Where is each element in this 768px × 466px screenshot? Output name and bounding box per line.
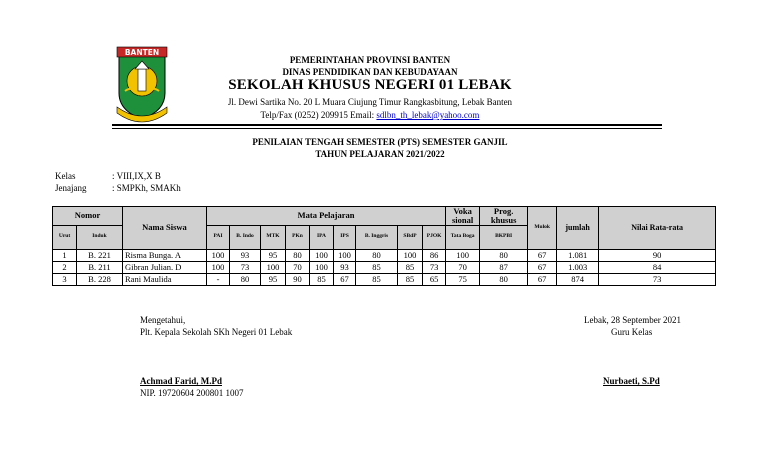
prog-sub: BKPBI: [480, 225, 528, 249]
letterhead-rule-thick: [112, 124, 662, 126]
email-link[interactable]: sdlbn_th_lebak@yahoo.com: [376, 110, 480, 120]
cell-rata: 90: [599, 249, 716, 261]
cell-nama: Gibran Julian. D: [123, 261, 207, 273]
vokasional-sub: Tata Boga: [446, 225, 480, 249]
subject-header: IPS: [334, 225, 356, 249]
cell-vokasional: 75: [446, 273, 480, 285]
cell-score: -: [207, 273, 230, 285]
cell-score: 80: [286, 249, 310, 261]
letterhead-rule-thin: [112, 128, 662, 129]
banten-crest-icon: [113, 45, 171, 125]
table-row: [53, 273, 716, 285]
cell-score: 86: [423, 249, 446, 261]
jenjang-value: : SMPKh, SMAKh: [112, 183, 181, 193]
cell-score: 85: [398, 261, 423, 273]
table-row: [53, 261, 716, 273]
cell-score: 100: [398, 249, 423, 261]
subject-header: SBdP: [398, 225, 423, 249]
cell-induk: B. 228: [77, 273, 123, 285]
subject-header: PJOK: [423, 225, 446, 249]
cell-score: 100: [310, 249, 334, 261]
col-header-mulok: Mulok: [528, 207, 557, 250]
cell-score: 90: [286, 273, 310, 285]
letterhead-province: PEMERINTAHAN PROVINSI BANTEN: [289, 55, 451, 65]
letterhead-department: DINAS PENDIDIKAN DAN KEBUDAYAAN: [282, 67, 458, 77]
contact-phone: Telp/Fax (0252) 209915 Email:: [260, 110, 377, 120]
signature-right-role: Guru Kelas: [611, 327, 653, 337]
vokasional-line2: sional: [451, 214, 474, 225]
subject-header: PAI: [207, 225, 230, 249]
cell-induk: B. 211: [77, 261, 123, 273]
col-header-urut: Urut: [53, 225, 77, 249]
cell-mulok: 67: [528, 261, 557, 273]
signature-left-role: Plt. Kepala Sekolah SKh Negeri 01 Lebak: [140, 327, 293, 337]
cell-vokasional: 70: [446, 261, 480, 273]
cell-induk: B. 221: [77, 249, 123, 261]
cell-jumlah: 1.003: [557, 261, 599, 273]
cell-score: 73: [230, 261, 261, 273]
cell-prog: 80: [480, 273, 528, 285]
cell-urut: 1: [53, 249, 77, 261]
subject-header: IPA: [310, 225, 334, 249]
cell-score: 100: [207, 261, 230, 273]
cell-rata: 73: [599, 273, 716, 285]
prog-line2: khusus: [490, 214, 517, 225]
cell-jumlah: 874: [557, 273, 599, 285]
cell-vokasional: 100: [446, 249, 480, 261]
col-header-rata: Nilai Rata-rata: [599, 207, 716, 250]
cell-urut: 3: [53, 273, 77, 285]
cell-score: 100: [261, 261, 286, 273]
cell-score: 93: [230, 249, 261, 261]
col-header-induk: Induk: [77, 225, 123, 249]
letterhead-address: Jl. Dewi Sartika No. 20 L Muara Ciujung Timur Rangkasbitung, Lebak Banten: [227, 97, 513, 107]
cell-score: 100: [334, 249, 356, 261]
cell-score: 85: [356, 273, 398, 285]
signature-right-date: Lebak, 28 September 2021: [584, 315, 681, 325]
signature-right-name: Nurbaeti, S.Pd: [603, 376, 660, 386]
col-header-nama: Nama Siswa: [123, 207, 207, 250]
cell-prog: 87: [480, 261, 528, 273]
subject-header: MTK: [261, 225, 286, 249]
col-header-jumlah: jumlah: [557, 207, 599, 250]
cell-score: 95: [261, 249, 286, 261]
col-header-prog: [480, 207, 528, 226]
cell-score: 85: [310, 273, 334, 285]
report-title: PENILAIAN TENGAH SEMESTER (PTS) SEMESTER GANJIL: [252, 137, 508, 147]
subject-header: B. Indo: [230, 225, 261, 249]
signature-left-name: Achmad Farid, M.Pd: [140, 376, 222, 386]
cell-score: 85: [398, 273, 423, 285]
cell-score: 85: [356, 261, 398, 273]
cell-score: 73: [423, 261, 446, 273]
kelas-value: : VIII,IX,X B: [112, 171, 161, 181]
subject-header: B. Inggris: [356, 225, 398, 249]
cell-mulok: 67: [528, 273, 557, 285]
cell-prog: 80: [480, 249, 528, 261]
col-header-vokasional: [446, 207, 480, 226]
cell-nama: Rani Maulida: [123, 273, 207, 285]
cell-score: 70: [286, 261, 310, 273]
letterhead-contact: [190, 110, 550, 120]
letterhead-school-name: SEKOLAH KHUSUS NEGERI 01 LEBAK: [228, 77, 512, 93]
cell-score: 65: [423, 273, 446, 285]
cell-nama: Risma Bunga. A: [123, 249, 207, 261]
cell-rata: 84: [599, 261, 716, 273]
cell-score: 93: [334, 261, 356, 273]
cell-urut: 2: [53, 261, 77, 273]
col-header-mapel: Mata Pelajaran: [207, 207, 446, 226]
cell-score: 67: [334, 273, 356, 285]
table-row: [53, 249, 716, 261]
cell-score: 80: [230, 273, 261, 285]
cell-score: 95: [261, 273, 286, 285]
subject-header: PKn: [286, 225, 310, 249]
cell-score: 80: [356, 249, 398, 261]
prog-line1: Prog.: [493, 206, 514, 216]
cell-score: 100: [310, 261, 334, 273]
cell-score: 100: [207, 249, 230, 261]
cell-mulok: 67: [528, 249, 557, 261]
vokasional-line1: Voka: [453, 206, 472, 216]
signature-left-nip: NIP. 19720604 200801 1007: [140, 388, 244, 398]
logo-text: BANTEN: [124, 48, 160, 57]
cell-jumlah: 1.081: [557, 249, 599, 261]
report-year: TAHUN PELAJARAN 2021/2022: [315, 149, 445, 159]
grades-table: [52, 206, 716, 286]
signature-left-greeting: Mengetahui,: [140, 315, 186, 325]
jenjang-label: Jenajang: [55, 183, 87, 193]
kelas-label: Kelas: [55, 171, 76, 181]
col-header-nomor: Nomor: [53, 207, 123, 226]
